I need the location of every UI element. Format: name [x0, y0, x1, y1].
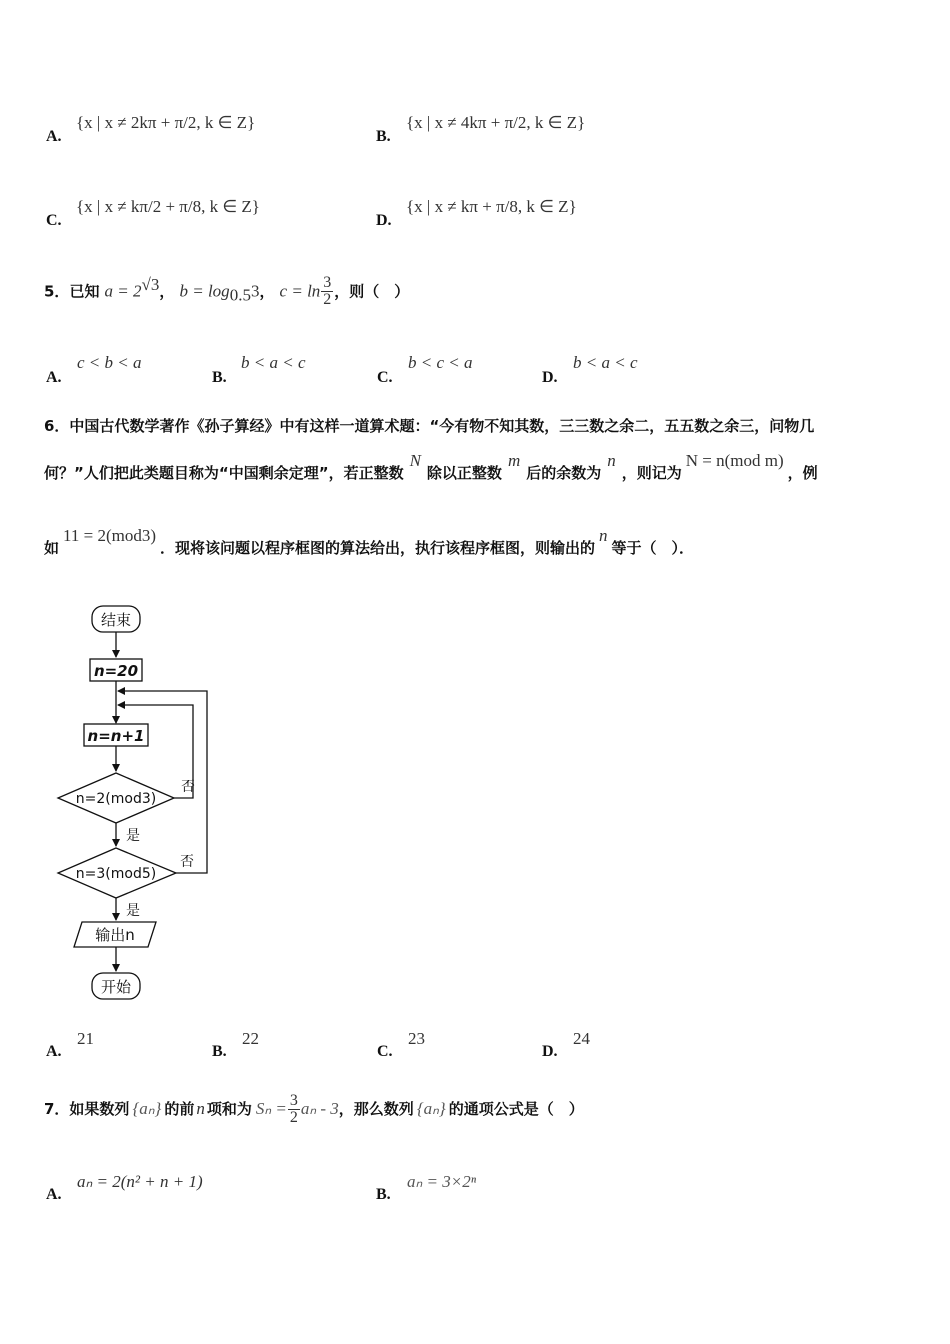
option-text: 22: [242, 1029, 259, 1048]
option-text: b < a < c: [241, 353, 306, 372]
option-label: C.: [377, 369, 393, 386]
separator: ，: [159, 282, 175, 301]
q5-stem: [44, 275, 409, 308]
q6-line-2: [44, 451, 818, 483]
yes2-label: 是: [126, 903, 140, 919]
increment-label: n=n+1: [87, 727, 145, 745]
a-exponent: √3: [141, 275, 160, 294]
var-N: N: [409, 451, 421, 470]
yes1-label: 是: [126, 828, 140, 844]
option-text: aₙ = 3×2ⁿ: [407, 1172, 477, 1191]
sum-lhs: Sₙ =: [255, 1099, 287, 1118]
stem-text: 的通项公式是（ ）: [448, 1100, 584, 1118]
mod-example: 11 = 2(mod3): [63, 526, 157, 545]
a-expression: a = 2: [104, 281, 142, 301]
stem-text: 等于（ ）．: [611, 539, 695, 557]
cond2-label: n=3(mod5): [75, 866, 157, 882]
option-label: A.: [46, 1186, 62, 1203]
stem-text: 何？”人们把此类题目称为“中国剩余定理”，若正整数: [44, 464, 404, 482]
stem-text: ．现将该问题以程序框图的算法给出，执行该程序框图，则输出的: [160, 539, 596, 557]
stem-text: 后的余数为: [526, 464, 602, 482]
option-label: C.: [377, 1043, 393, 1060]
denominator: 2: [323, 291, 332, 309]
option-text: {x | x ≠ kπ + π/8, k ∈ Z}: [406, 197, 577, 216]
output-label: 输出n: [95, 926, 135, 944]
var-n: n: [196, 1099, 205, 1118]
option-text: {x | x ≠ 4kπ + π/2, k ∈ Z}: [406, 113, 586, 132]
c-fraction: [321, 275, 333, 308]
option-label: B.: [212, 1043, 227, 1060]
sum-fraction: [288, 1093, 300, 1126]
stem-text: 7．如果数列: [44, 1100, 130, 1118]
b-base: 0.5: [229, 285, 251, 305]
option-text: 24: [573, 1029, 590, 1048]
numerator: 3: [323, 274, 332, 292]
end-label: 结束: [100, 611, 132, 629]
option-label: A.: [46, 369, 62, 386]
option-text: aₙ = 2(n² + n + 1): [77, 1172, 203, 1191]
option-label: D.: [376, 212, 392, 229]
stem-text: 项和为: [206, 1100, 252, 1118]
option-label: A.: [46, 128, 62, 145]
start-label: 开始: [100, 978, 132, 996]
stem-text: ，例: [787, 464, 818, 482]
sequence-notation: {aₙ}: [416, 1099, 446, 1118]
option-label: D.: [542, 1043, 558, 1060]
stem-text: 已知: [69, 282, 100, 301]
option-label: B.: [376, 128, 391, 145]
flowchart: [50, 600, 225, 1005]
option-label: C.: [46, 212, 62, 229]
option-label: A.: [46, 1043, 62, 1060]
option-label: B.: [376, 1186, 391, 1203]
option-text: {x | x ≠ 2kπ + π/2, k ∈ Z}: [76, 113, 256, 132]
mod-notation: N = n(mod m): [685, 451, 784, 470]
no2-label: 否: [180, 854, 194, 870]
c-expression: c = ln: [279, 281, 321, 301]
numerator: 3: [289, 1092, 298, 1109]
no1-label: 否: [181, 779, 195, 795]
stem-text: 如: [44, 539, 60, 557]
b-expression: b = log: [179, 281, 230, 301]
denominator: 2: [289, 1109, 298, 1126]
option-text: b < a < c: [573, 353, 638, 372]
q6-line-1: 6．中国古代数学著作《孙子算经》中有这样一道算术题：“今有物不知其数，三三数之余二，五五数之余三，问物几: [44, 417, 815, 435]
q7-stem: [44, 1093, 584, 1126]
stem-text: ，则记为: [621, 464, 682, 482]
sum-rhs: aₙ - 3: [300, 1099, 339, 1118]
question-number: 5．: [44, 282, 70, 301]
option-text: {x | x ≠ kπ/2 + π/8, k ∈ Z}: [76, 197, 260, 216]
option-label: B.: [212, 369, 227, 386]
option-text: c < b < a: [77, 353, 142, 372]
stem-text: 除以正整数: [426, 464, 502, 482]
option-label: D.: [542, 369, 558, 386]
stem-text: 的前: [164, 1100, 195, 1118]
b-argument: 3: [250, 281, 260, 301]
init-label: n=20: [93, 662, 139, 680]
stem-text: ，那么数列: [338, 1100, 414, 1118]
var-n: n: [599, 526, 608, 545]
option-text: b < c < a: [408, 353, 473, 372]
var-n: n: [607, 451, 616, 470]
separator: ，: [259, 282, 275, 301]
q6-line-3: [44, 526, 695, 558]
option-text: 21: [77, 1029, 94, 1048]
stem-text: ，则（ ）: [334, 282, 410, 301]
var-m: m: [507, 451, 521, 470]
sequence-notation: {aₙ}: [132, 1099, 162, 1118]
option-text: 23: [408, 1029, 425, 1048]
cond1-label: n=2(mod3): [75, 791, 157, 807]
